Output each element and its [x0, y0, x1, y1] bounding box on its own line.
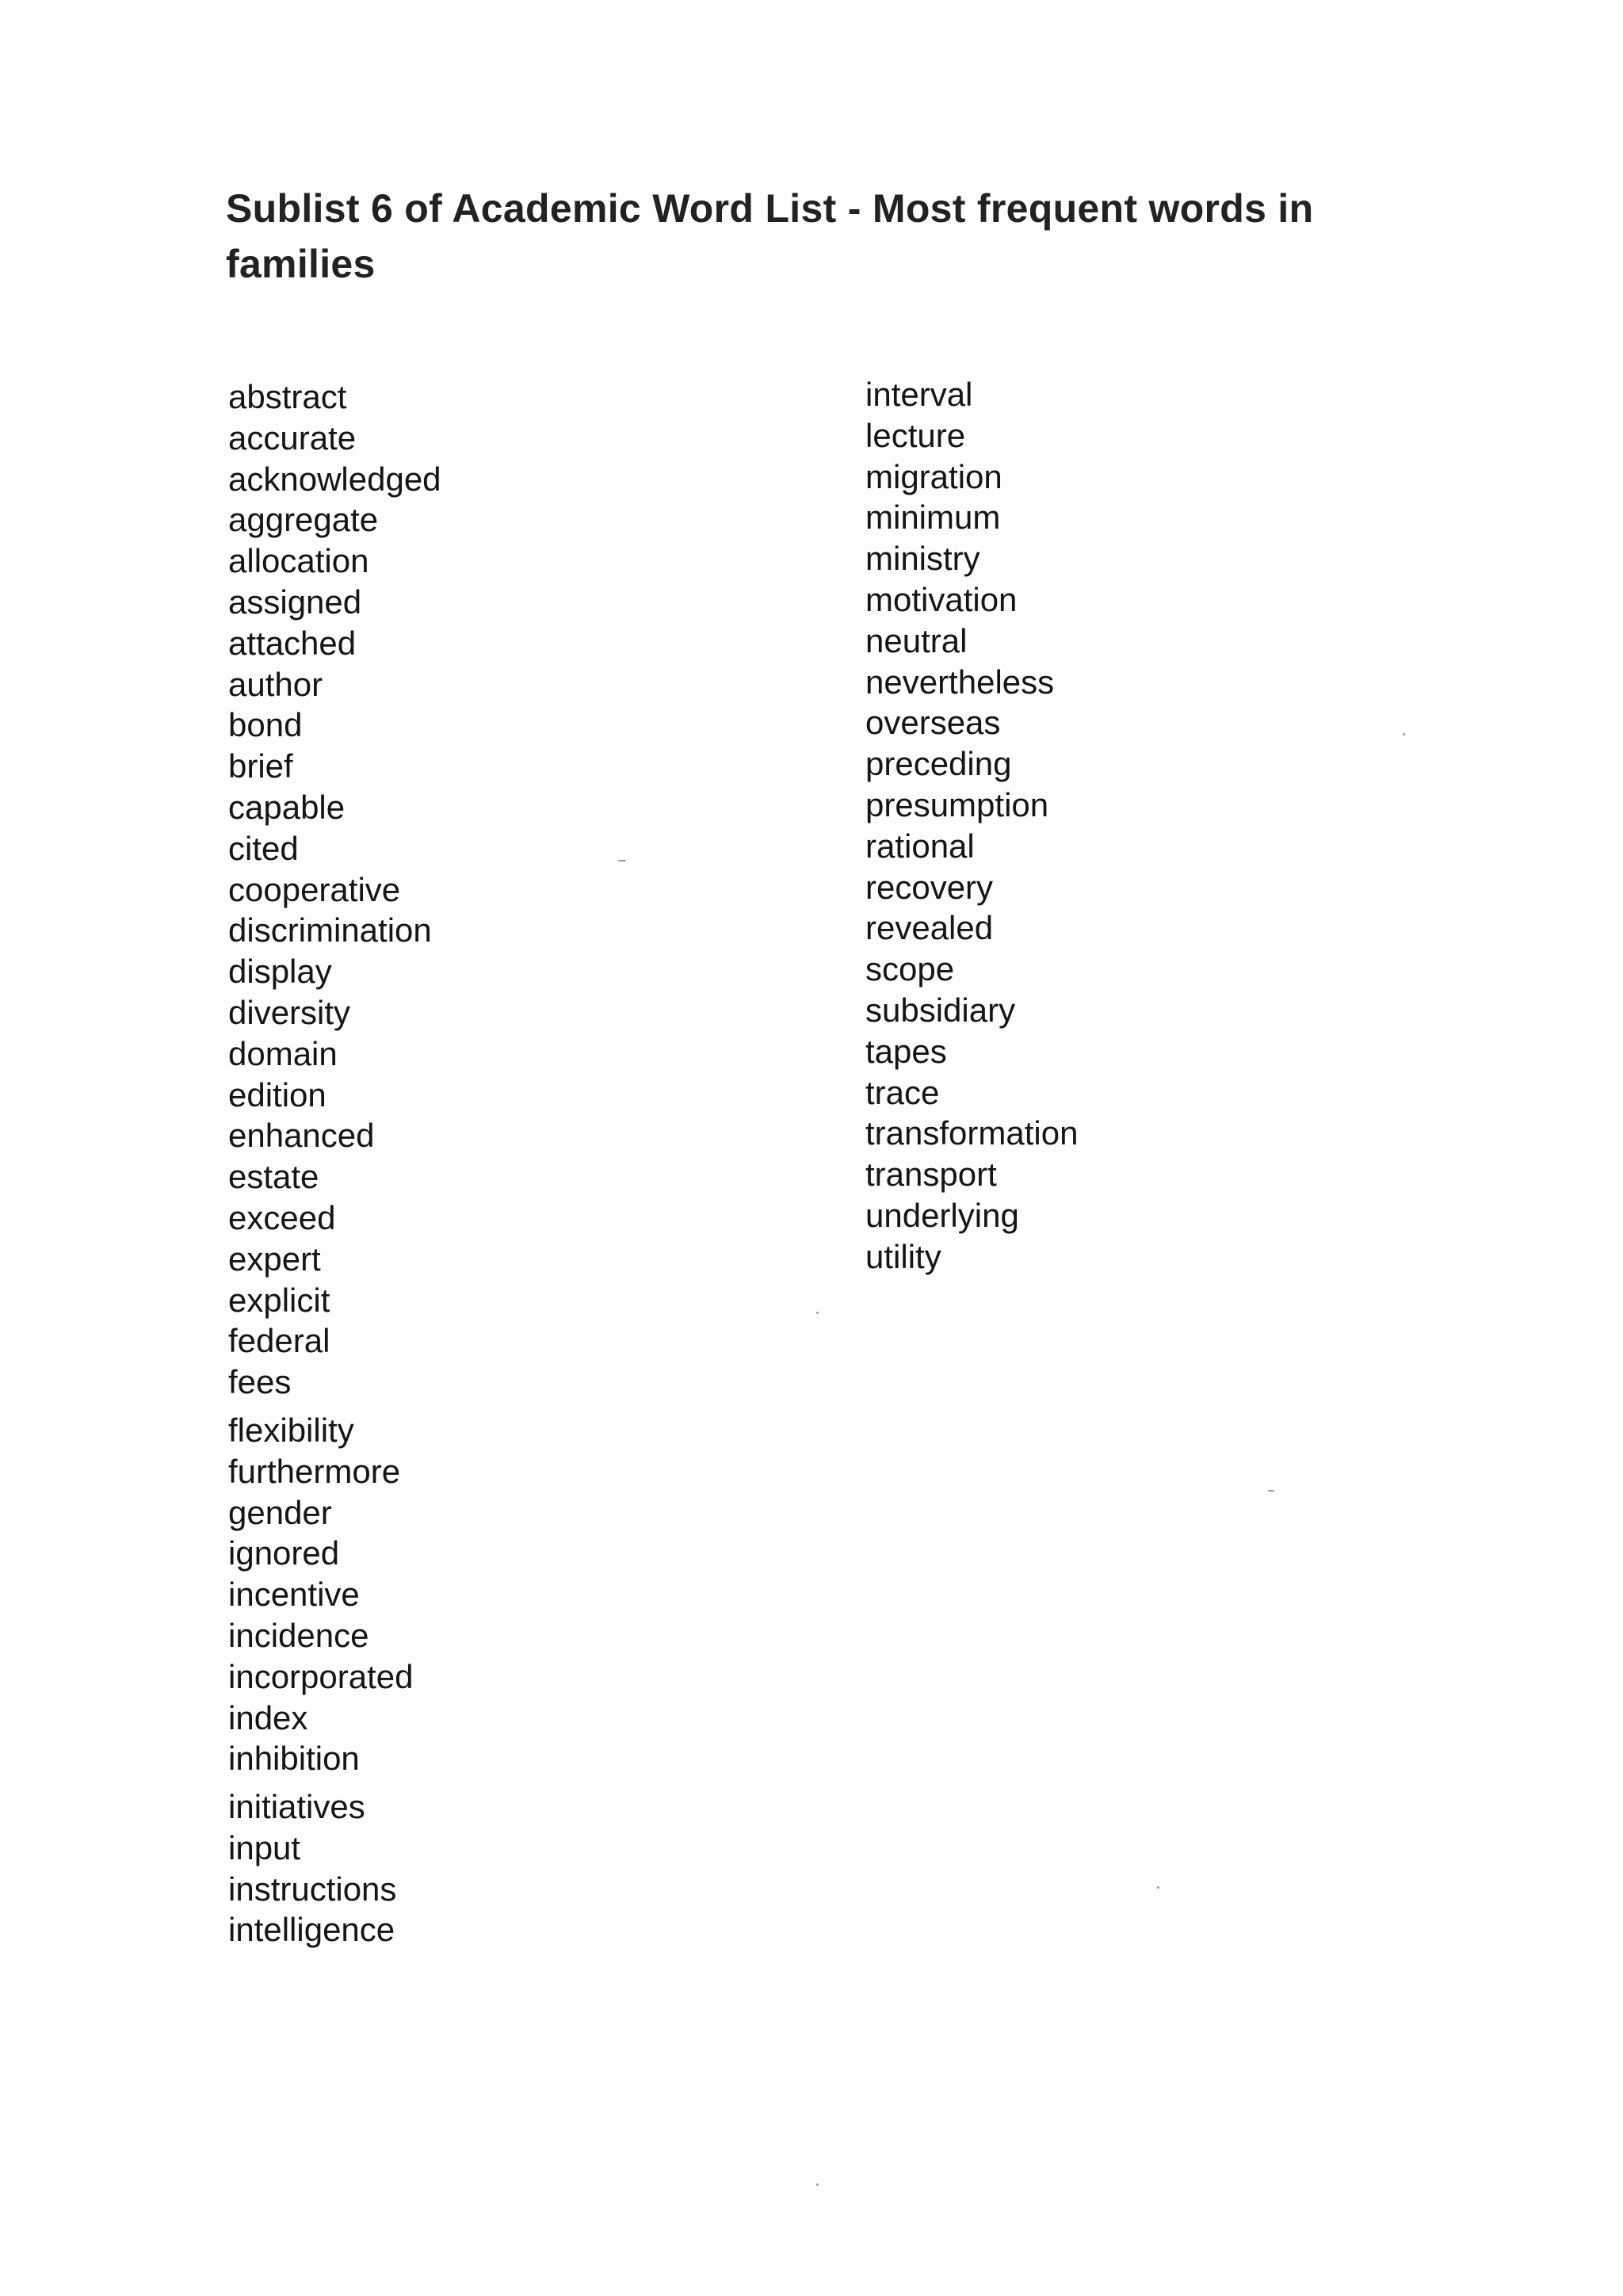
word-list-item: motivation — [865, 580, 1018, 618]
word-list-item: allocation — [228, 542, 369, 580]
word-list-item: incorporated — [228, 1657, 414, 1695]
word-list-item: acknowledged — [228, 460, 441, 498]
word-list-left-column — [228, 376, 735, 1950]
word-list-item: nevertheless — [865, 663, 1055, 701]
word-list-item: overseas — [865, 704, 1001, 742]
scan-speck — [618, 860, 626, 861]
word-list-item: ministry — [865, 540, 980, 578]
word-list-item: flexibility — [228, 1411, 354, 1449]
scan-speck — [1403, 733, 1405, 735]
word-list-item: edition — [228, 1075, 327, 1114]
word-list-item: instructions — [228, 1870, 397, 1908]
word-list-item: estate — [228, 1158, 319, 1196]
word-list-item: incidence — [228, 1616, 369, 1654]
word-list-item: furthermore — [228, 1452, 401, 1490]
word-list-item: trace — [865, 1073, 940, 1111]
word-list-item: accurate — [228, 418, 357, 457]
word-list-item: assigned — [228, 583, 362, 621]
word-list-item: incentive — [228, 1576, 360, 1614]
word-list-item: initiatives — [228, 1788, 365, 1826]
word-list-item: bond — [228, 706, 303, 744]
word-list-item: interval — [865, 376, 973, 413]
word-list-item: federal — [228, 1322, 330, 1360]
word-list-item: underlying — [865, 1196, 1019, 1234]
word-list-item: preceding — [865, 745, 1012, 783]
word-list-item: aggregate — [228, 501, 379, 539]
page-title: Sublist 6 of Academic Word List - Most frequent words in families — [226, 186, 1314, 286]
word-list-item: display — [228, 953, 332, 991]
word-list-right-column — [865, 374, 1373, 1278]
word-list-item: explicit — [228, 1281, 330, 1319]
word-list-item: lecture — [865, 416, 966, 454]
word-list-item: attached — [228, 624, 357, 662]
word-list-item: gender — [228, 1493, 332, 1531]
word-list-item: expert — [228, 1240, 321, 1278]
word-list-item: utility — [865, 1237, 941, 1275]
word-list-item: domain — [228, 1034, 338, 1072]
word-list-item: cited — [228, 829, 299, 867]
scan-speck — [1268, 1490, 1274, 1492]
word-list-item: migration — [865, 457, 1002, 495]
word-list-item: input — [228, 1828, 301, 1866]
word-list-item: revealed — [865, 909, 994, 947]
word-list-item: cooperative — [228, 870, 401, 908]
word-list-item: rational — [865, 827, 975, 865]
word-list-item: presumption — [865, 785, 1049, 823]
word-list-item: recovery — [865, 868, 994, 906]
scan-speck — [1157, 1886, 1159, 1889]
word-list-item: index — [228, 1698, 308, 1736]
scan-speck — [816, 1312, 819, 1314]
word-list-item: fees — [228, 1363, 292, 1401]
word-list-item: neutral — [865, 621, 968, 659]
word-list-item: diversity — [228, 993, 351, 1031]
word-list-item: abstract — [228, 378, 347, 415]
word-list-item: discrimination — [228, 911, 432, 949]
scan-speck — [816, 2183, 819, 2186]
word-list-item: brief — [228, 747, 293, 785]
word-list-item: scope — [865, 950, 955, 988]
word-list-item: exceed — [228, 1198, 336, 1236]
word-list-item: capable — [228, 788, 346, 826]
word-list-item: inhibition — [228, 1740, 360, 1778]
word-list-item: intelligence — [228, 1911, 395, 1949]
word-list-item: ignored — [228, 1534, 340, 1572]
word-list-item: minimum — [865, 499, 1001, 537]
word-list-item: tapes — [865, 1032, 947, 1070]
word-list-item: subsidiary — [865, 991, 1016, 1029]
word-list-item: transformation — [865, 1114, 1079, 1152]
word-list-item: author — [228, 665, 323, 703]
word-list-item: enhanced — [228, 1117, 375, 1155]
word-list-item: transport — [865, 1156, 997, 1194]
